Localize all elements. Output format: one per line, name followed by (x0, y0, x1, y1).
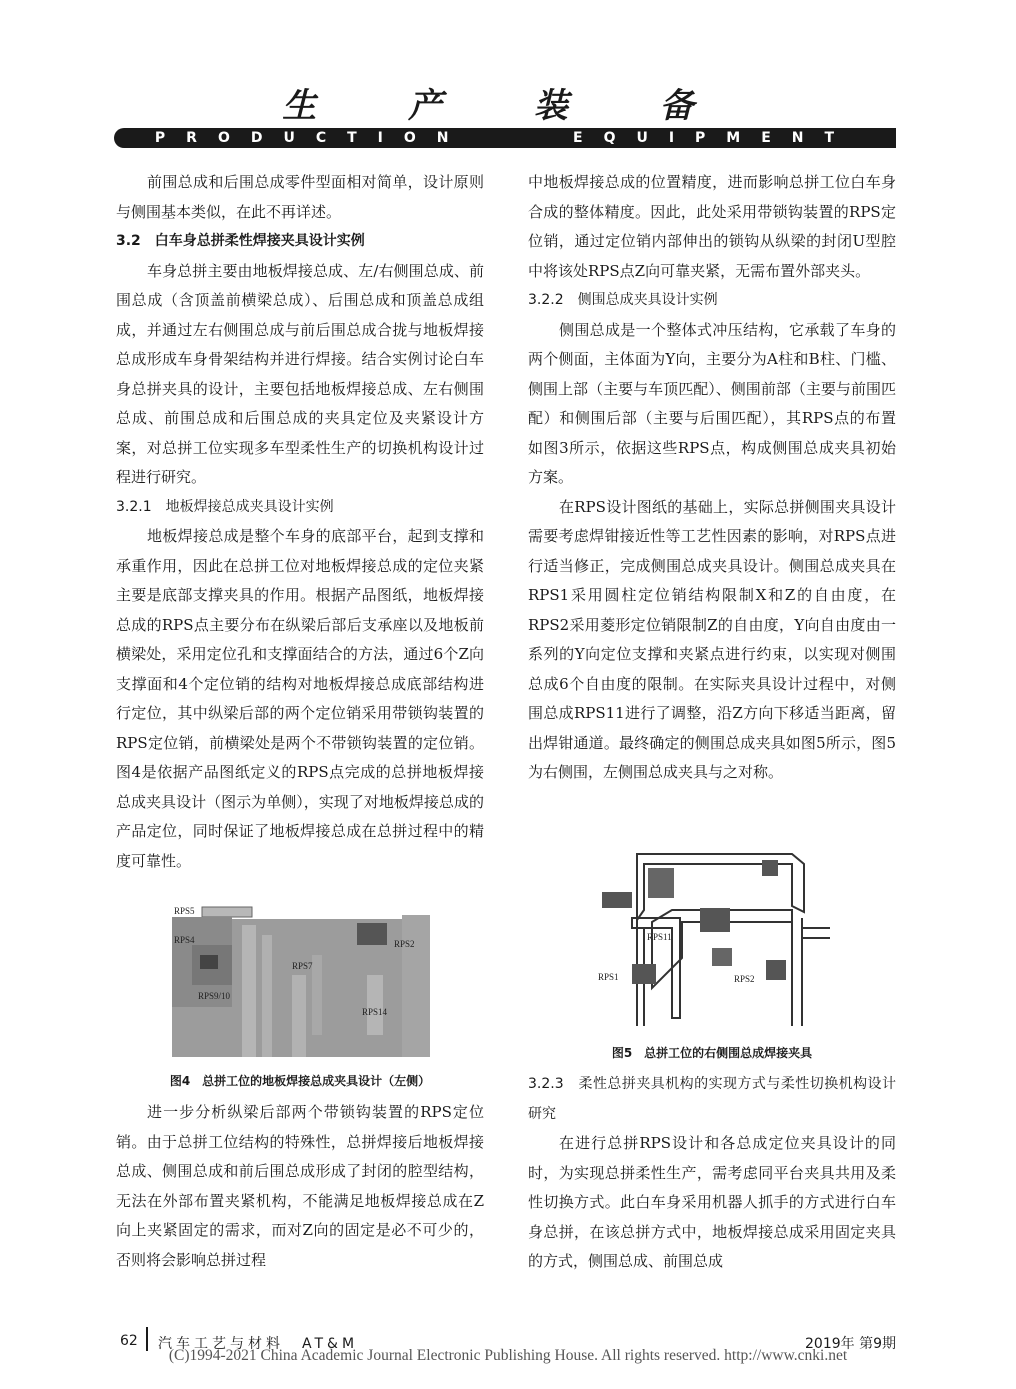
page-number: 62 (120, 1333, 138, 1349)
paragraph: 在进行总拼RPS设计和各总成定位夹具设计的同时，为实现总拼柔性生产，需考虑同平台夹具共用及柔性切换方式。此白车身采用机器人抓手的方式进行白车身总拼，在该总拼方式中，地板焊接总成采用固定夹具的方式，侧围总成、前围总成 (528, 1134, 896, 1270)
fig4-label-rps9-10: RPS9/10 (198, 991, 231, 1001)
fig4-label-rps5: RPS5 (174, 906, 195, 916)
fig4-label-rps4: RPS4 (174, 935, 195, 945)
section-banner (114, 128, 896, 148)
paragraph: 前围总成和后围总成零件型面相对简单，设计原则与侧围基本类似，在此不再详述。 (116, 173, 484, 221)
section-heading-3-2: 3.2 白车身总拼柔性焊接夹具设计实例 (116, 233, 365, 249)
journal-name: 汽车工艺与材料 AT&M (158, 1336, 359, 1352)
left-column (116, 168, 484, 876)
banner-text: PRODUCTION EQUIPMENT (154, 130, 856, 146)
paragraph: 车身总拼主要由地板焊接总成、左/右侧围总成、前围总成（含顶盖前横梁总成）、后围总成和顶盖总成组成，并通过左右侧围总成与前后围总成合拢与地板焊接总成形成车身骨架结构并进行焊接。结合实例讨论白车身总拼夹具的设计，主要包括地板焊接总成、左右侧围总成、前围总成和后围总成的夹具定位及夹紧设计方案，对总拼工位实现多车型柔性生产的切换机构设计过程进行研究。 (116, 261, 484, 486)
fig4-label-rps2: RPS2 (394, 939, 415, 949)
paragraph: 侧围总成是一个整体式冲压结构，它承载了车身的两个侧面，主体面为Y向，主要分为A柱和B柱、门槛、侧围上部（主要与车顶匹配）、侧围前部（主要与前围匹配）和侧围后部（主要与后围匹配），其RPS点的布置如图3所示，依据这些RPS点，构成侧围总成夹具初始方案。 (528, 320, 896, 486)
paragraph: 地板焊接总成是整个车身的底部平台，起到支撑和承重作用，因此在总拼工位对地板焊接总成的定位夹紧主要是底部支撑夹具的作用。根据产品图纸，地板焊接总成的RPS点主要分布在纵梁后部后支承座以及地板前横梁处，采用定位孔和支撑面结合的方法，通过6个Z向支撑面和4个定位销的结构对地板焊接总成底部结构进行定位，其中纵梁后部的两个定位销采用带锁钩装置的RPS定位销，前横梁处是两个不带锁钩装置的定位销。图4是依据产品图纸定义的RPS点完成的总拼地板焊接总成夹具设计（图示为单侧），实现了对地板焊接总成的产品定位，同时保证了地板焊接总成在总拼过程中的精度可靠性。 (116, 527, 484, 870)
paragraph: 中地板焊接总成的位置精度，进而影响总拼工位白车身合成的整体精度。因此，此处采用带锁钩装置的RPS定位销，通过定位销内部伸出的锁钩从纵梁的封闭U型腔中将该处RPS点Z向可靠夹紧，无需布置外部夹头。 (528, 173, 896, 280)
fig4-label-rps7: RPS7 (292, 961, 313, 971)
section-heading-3-2-3: 3.2.3 柔性总拼夹具机构的实现方式与柔性切换机构设计研究 (528, 1076, 896, 1122)
fig5-label-rps11: RPS11 (647, 932, 672, 942)
figure-4 (172, 905, 430, 1057)
copyright-notice: (C)1994-2021 China Academic Journal Electronic Publishing House. All rights reserved. http://www.cnki.net (168, 1347, 848, 1364)
fig5-label-rps2: RPS2 (734, 974, 755, 984)
section-heading-3-2-1: 3.2.1 地板焊接总成夹具设计实例 (116, 498, 334, 515)
journal-section-title: 生 产 装 备 (282, 86, 734, 126)
paragraph: 进一步分析纵梁后部两个带锁钩装置的RPS定位销。由于总拼工位结构的特殊性，总拼焊接后地板焊接总成、侧围总成和前后围总成形成了封闭的腔型结构，无法在外部布置夹紧机构，不能满足地板焊接总成在Z向上夹紧固定的需求，而对Z向的固定是必不可少的，否则将会影响总拼过程 (116, 1103, 484, 1269)
right-column (528, 168, 896, 788)
fig4-label-rps14: RPS14 (362, 1007, 388, 1017)
figure-5-image (592, 848, 842, 1028)
left-column-continued (116, 1098, 484, 1275)
figure-4-image (172, 905, 430, 1057)
figure-5 (592, 848, 842, 1028)
issue-info: 2019年 第9期 (805, 1336, 896, 1352)
right-column-continued (528, 1070, 896, 1277)
fig5-label-rps1: RPS1 (598, 972, 619, 982)
paragraph: 在RPS设计图纸的基础上，实际总拼侧围夹具设计需要考虑焊钳接近性等工艺性因素的影响，对RPS点进行适当修正，完成侧围总成夹具设计。侧围总成夹具在RPS1采用圆柱定位销结构限制X和Z的自由度，在RPS2采用菱形定位销限制Z的自由度，Y向自由度由一系列的Y向定位支撑和夹紧点进行约束，以实现对侧围总成6个自由度的限制。在实际夹具设计过程中，对侧围总成RPS11进行了调整，沿Z方向下移适当距离，留出焊钳通道。最终确定的侧围总成夹具如图5所示，图5为右侧围，左侧围总成夹具与之对称。 (528, 497, 896, 781)
figure-4-caption: 图4 总拼工位的地板焊接总成夹具设计（左侧） (169, 1074, 431, 1088)
section-heading-3-2-2: 3.2.2 侧围总成夹具设计实例 (528, 292, 718, 308)
figure-5-caption: 图5 总拼工位的右侧围总成焊接夹具 (611, 1046, 813, 1060)
